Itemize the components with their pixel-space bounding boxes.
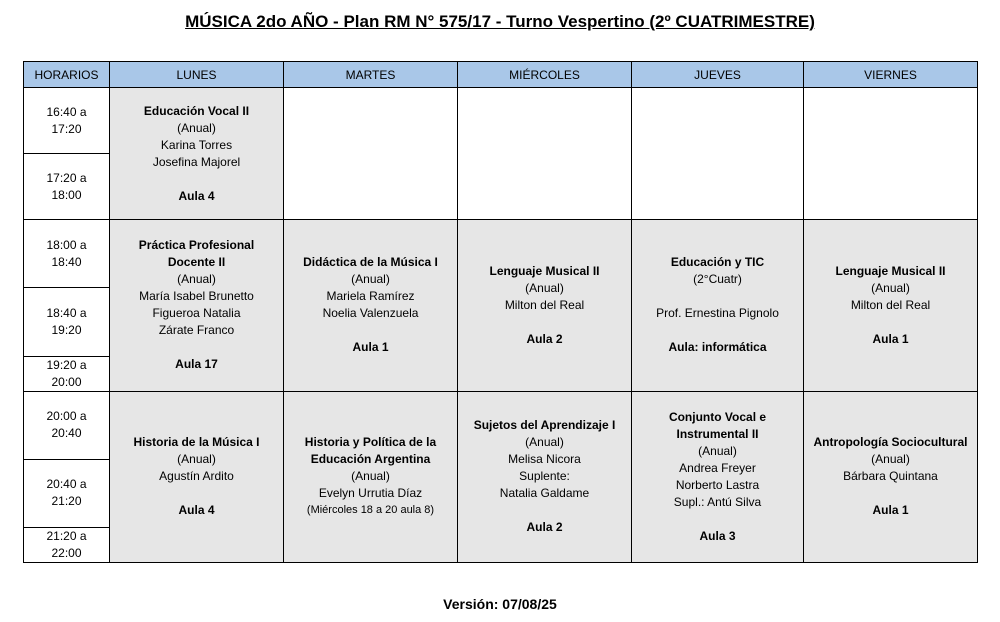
classroom-label: Aula 4 bbox=[178, 188, 215, 203]
class-cell: Historia y Política de la Educación Argentina (Anual) Evelyn Urrutia Díaz (Miércoles 18 a 20 aula 8) bbox=[284, 391, 458, 562]
time-slot: 19:20 a 20:00 bbox=[24, 356, 110, 391]
time-slot: 20:00 a 20:40 bbox=[24, 391, 110, 459]
classroom-label: Aula 17 bbox=[175, 357, 218, 372]
subject-name: Práctica Profesional Docente II bbox=[138, 238, 255, 270]
subject-name: Lenguaje Musical II bbox=[489, 263, 600, 278]
subject-name: Educación Vocal II bbox=[143, 103, 250, 118]
class-cell: Educación Vocal II (Anual) Karina Torres Josefina Majorel Aula 4 bbox=[110, 88, 284, 220]
schedule-table bbox=[23, 61, 978, 563]
version-label: Versión: 07/08/25 bbox=[443, 596, 557, 612]
class-cell: Lenguaje Musical II (Anual) Milton del Real Aula 2 bbox=[458, 220, 632, 391]
header-row bbox=[24, 62, 978, 88]
classroom-label: Aula 2 bbox=[526, 520, 563, 535]
table-row bbox=[24, 220, 978, 288]
header-miercoles: MIÉRCOLES bbox=[458, 62, 632, 88]
page-title: MÚSICA 2do AÑO - Plan RM N° 575/17 - Turno Vespertino (2º CUATRIMESTRE) bbox=[185, 12, 815, 31]
time-slot: 16:40 a 17:20 bbox=[24, 88, 110, 154]
subject-name: Historia de la Música I bbox=[133, 435, 260, 450]
empty-cell bbox=[632, 88, 804, 220]
class-cell: Didáctica de la Música I (Anual) Mariela Ramírez Noelia Valenzuela Aula 1 bbox=[284, 220, 458, 391]
time-slot: 17:20 a 18:00 bbox=[24, 154, 110, 220]
time-slot: 21:20 a 22:00 bbox=[24, 527, 110, 562]
subject-name: Conjunto Vocal e Instrumental II bbox=[668, 409, 767, 441]
time-slot: 18:40 a 19:20 bbox=[24, 288, 110, 356]
subject-name: Historia y Política de la Educación Argentina bbox=[304, 435, 437, 467]
header-horarios: HORARIOS bbox=[24, 62, 110, 88]
classroom-label: Aula 2 bbox=[526, 331, 563, 346]
classroom-label: Aula 1 bbox=[352, 340, 389, 355]
subject-name: Lenguaje Musical II bbox=[835, 263, 946, 278]
empty-cell bbox=[284, 88, 458, 220]
classroom-label: Aula 1 bbox=[872, 331, 909, 346]
classroom-label: Aula: informática bbox=[668, 340, 767, 355]
class-cell: Antropología Sociocultural (Anual) Bárbara Quintana Aula 1 bbox=[804, 391, 978, 562]
header-lunes: LUNES bbox=[110, 62, 284, 88]
class-cell: Historia de la Música I (Anual) Agustín Ardito Aula 4 bbox=[110, 391, 284, 562]
class-cell: Conjunto Vocal e Instrumental II (Anual) Andrea Freyer Norberto Lastra Supl.: Antú Silva Aula 3 bbox=[632, 391, 804, 562]
time-slot: 18:00 a 18:40 bbox=[24, 220, 110, 288]
class-cell: Educación y TIC (2°Cuatr) Prof. Ernestina Pignolo Aula: informática bbox=[632, 220, 804, 391]
class-cell: Práctica Profesional Docente II (Anual) María Isabel Brunetto Figueroa Natalia Zárate Franco Aula 17 bbox=[110, 220, 284, 391]
classroom-label: Aula 4 bbox=[178, 503, 215, 518]
class-cell: Sujetos del Aprendizaje I (Anual) Melisa Nicora Suplente: Natalia Galdame Aula 2 bbox=[458, 391, 632, 562]
header-martes: MARTES bbox=[284, 62, 458, 88]
table-row bbox=[24, 391, 978, 459]
empty-cell bbox=[458, 88, 632, 220]
class-cell: Lenguaje Musical II (Anual) Milton del Real Aula 1 bbox=[804, 220, 978, 391]
empty-cell bbox=[804, 88, 978, 220]
table-row bbox=[24, 88, 978, 154]
classroom-label: Aula 3 bbox=[699, 528, 736, 543]
subject-name: Didáctica de la Música I bbox=[303, 255, 438, 270]
subject-name: Antropología Sociocultural bbox=[813, 435, 968, 450]
classroom-label: Aula 1 bbox=[872, 503, 909, 518]
header-viernes: VIERNES bbox=[804, 62, 978, 88]
header-jueves: JUEVES bbox=[632, 62, 804, 88]
subject-name: Sujetos del Aprendizaje I bbox=[473, 418, 616, 433]
subject-name: Educación y TIC bbox=[670, 255, 765, 270]
time-slot: 20:40 a 21:20 bbox=[24, 459, 110, 527]
